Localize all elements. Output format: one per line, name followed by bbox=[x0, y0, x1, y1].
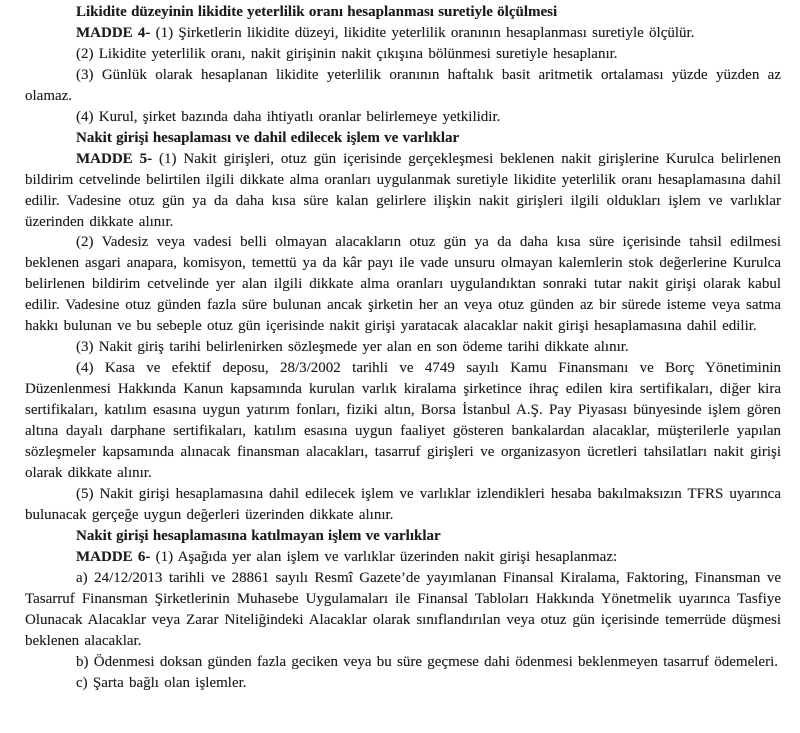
paragraph bbox=[25, 65, 781, 107]
paragraph-text: Likidite düzeyinin likidite yeterlilik oranı hesaplanması suretiyle ölçülmesi bbox=[76, 4, 558, 20]
paragraph-text: (1) Nakit girişleri, otuz gün içerisinde gerçekleşmesi beklenen nakit girişlerine Kurulca belirlenen bildirim cetvelinde belirtilen ilgili dikkate alma oranları uygulanmak suretiyle likidite yeterlilik oranı hesaplamasına dahil edilir. Vadesine otuz gün ya da daha kısa süre kalan gelirlere ilişkin nakit girişleri ilgili oldukları işlem ve varlıklar üzerinden dikkate alınır. bbox=[25, 150, 782, 230]
article-number: MADDE 6- bbox=[76, 548, 151, 565]
paragraph-text: (4) Kasa ve efektif deposu, 28/3/2002 tarihli ve 4749 sayılı Kamu Finansmanı ve Borç Yönetiminin Düzenlenmesi Hakkında Kanun kapsamında kurulan varlık kiralama şirketince ihraç edilen kira sertifikaları, diğer kira sertifikaları, katılım esasına uygun yatırım fonları, fiziki altın, Borsa İstanbul A.Ş. Pay Piyasası bünyesinde işlem gören altına dayalı darphane sertifikaları, katılım esasına uygun faaliyet gösteren bankalardan alacaklar, müşterilerle yapılan sözleşmeler kapsamında alınacak finansman alacakları, tasarruf girişleri ve organizasyon ücretleri tahsilatları nakit girişi olarak dikkate alınır. bbox=[25, 360, 781, 481]
article-number: MADDE 5- bbox=[76, 150, 153, 167]
paragraph bbox=[25, 673, 781, 694]
section-heading bbox=[25, 128, 781, 149]
paragraph bbox=[25, 358, 781, 484]
paragraph-text: b) Ödenmesi doksan günden fazla geciken veya bu süre geçmese dahi ödenmesi beklenmeyen tasarruf ödemeleri. bbox=[76, 653, 778, 670]
paragraph-text: (1) Aşağıda yer alan işlem ve varlıklar üzerinden nakit girişi hesaplanmaz: bbox=[150, 548, 618, 565]
paragraph-text: Nakit girişi hesaplamasına katılmayan işlem ve varlıklar bbox=[76, 527, 441, 544]
paragraph-text: c) Şarta bağlı olan işlemler. bbox=[76, 674, 247, 691]
paragraph-text: (2) Likidite yeterlilik oranı, nakit girişinin nakit çıkışına bölünmesi suretiyle hesaplanır. bbox=[76, 45, 618, 62]
paragraph-text: a) 24/12/2013 tarihli ve 28861 sayılı Resmî Gazete’de yayımlanan Finansal Kiralama, Faktoring, Finansman ve Tasarruf Finansman Şirketlerinin Muhasebe Uygulamaları ile Finansal Tabloları Hakkında Yönetmelik uyarınca Tasfiye Olunacak Alacaklar veya Zarar Niteliğindeki Alacaklar olarak sınıflandırılan veya otuz gün içerisinde temerrüde düşmesi beklenen alacaklar. bbox=[25, 569, 781, 649]
document-body bbox=[25, 2, 781, 693]
paragraph-text: (3) Nakit giriş tarihi belirlenirken sözleşmede yer alan en son ödeme tarihi dikkate alınır. bbox=[76, 339, 629, 356]
paragraph bbox=[25, 547, 781, 568]
paragraph bbox=[25, 107, 781, 128]
paragraph bbox=[25, 149, 781, 233]
paragraph-text: (1) Şirketlerin likidite düzeyi, likidite yeterlilik oranının hesaplanması suretiyle ölçülür. bbox=[150, 24, 695, 41]
paragraph bbox=[25, 232, 781, 337]
paragraph bbox=[25, 568, 781, 652]
article-number: MADDE 4- bbox=[76, 24, 151, 41]
paragraph-text: (2) Vadesiz veya vadesi belli olmayan alacakların otuz gün ya da daha kısa süre içerisinde tahsil edilmesi beklenen asgari anapara, komisyon, temettü ya da kâr payı ile vade unsuru olmayan kalemlerin stok değerlerine Kurulca belirlenen bildirim cetvelinde yer alan ilgili dikkate alma oranları uygulandıktan sonraki tutar nakit girişi olarak kabul edilir. Vadesine otuz günden fazla süre bulunan ancak şirketin her an veya otuz günden az bir sürede isteme veya satma hakkı bulunan ve bu sebeple otuz gün içerisinde nakit girişi yaratacak alacaklar nakit girişi hesaplamasına dahil edilir. bbox=[25, 234, 781, 335]
paragraph-text: (4) Kurul, şirket bazında daha ihtiyatlı oranlar belirlemeye yetkilidir. bbox=[76, 108, 501, 125]
paragraph-text: (5) Nakit girişi hesaplamasına dahil edilecek işlem ve varlıklar izlendikleri hesaba bakılmaksızın TFRS uyarınca bulunacak gerçeğe uygun değerleri üzerinden dikkate alınır. bbox=[25, 485, 781, 523]
paragraph bbox=[25, 337, 781, 358]
paragraph bbox=[25, 652, 781, 673]
section-heading bbox=[25, 526, 781, 547]
paragraph bbox=[25, 23, 781, 44]
section-heading bbox=[25, 2, 781, 23]
paragraph-text: Nakit girişi hesaplaması ve dahil edilecek işlem ve varlıklar bbox=[76, 129, 460, 146]
paragraph bbox=[25, 44, 781, 65]
paragraph-text: (3) Günlük olarak hesaplanan likidite yeterlilik oranının haftalık basit aritmetik ortalaması yüzde yüzden az olamaz. bbox=[25, 66, 781, 104]
paragraph bbox=[25, 484, 781, 526]
